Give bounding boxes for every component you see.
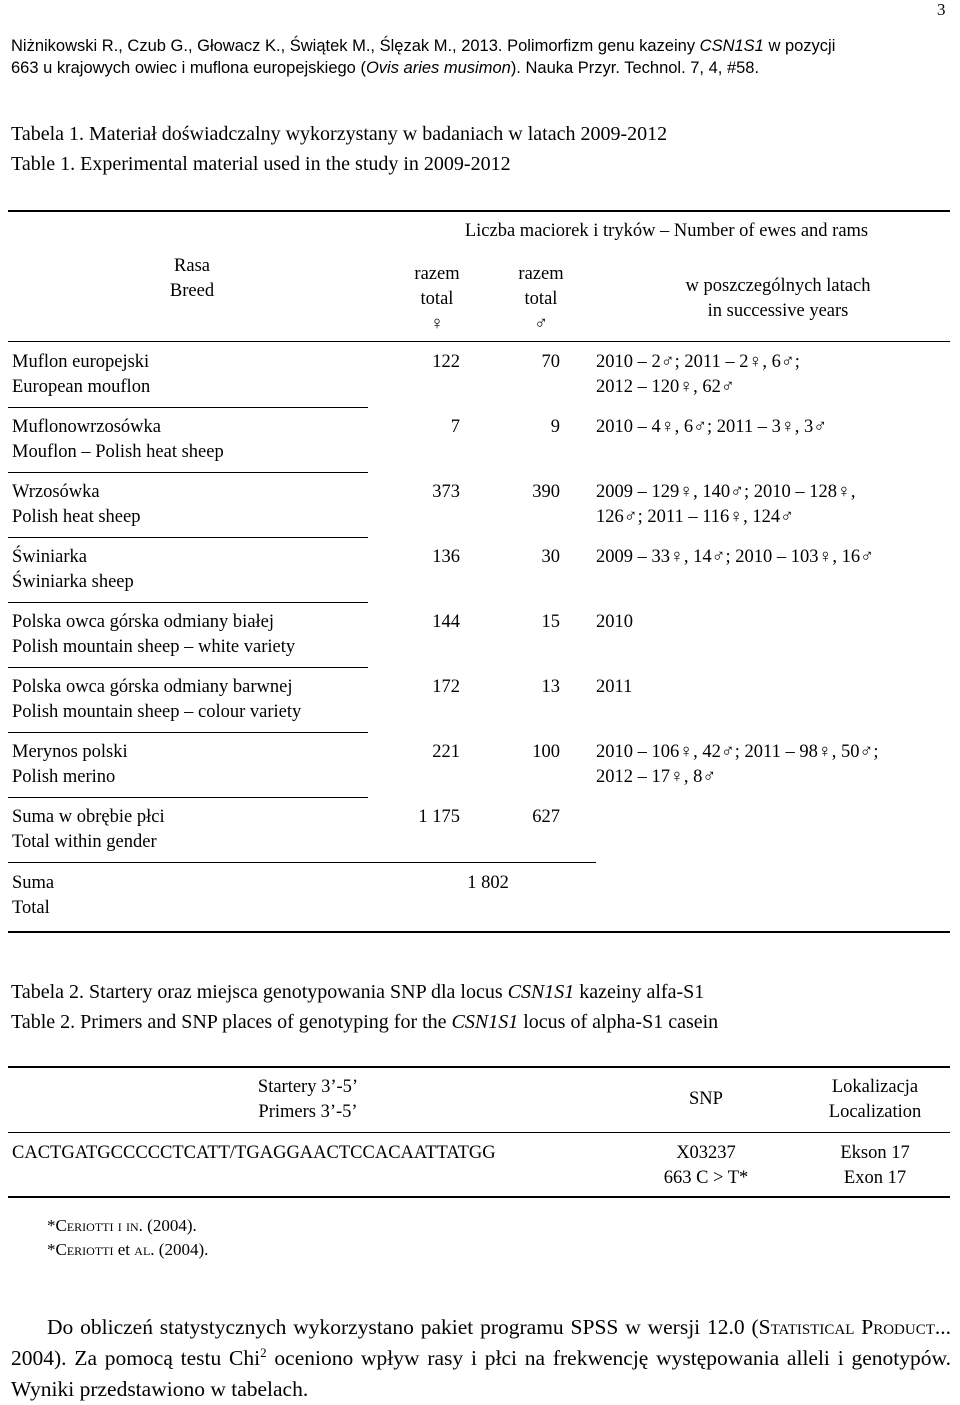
table-row-breed — [12, 675, 301, 725]
sum-en: Total — [12, 898, 50, 918]
table2-header-rule — [8, 1132, 950, 1133]
breed-en: Polish merino — [12, 767, 116, 787]
header-female-total — [393, 262, 481, 337]
male-count: 13 — [541, 677, 560, 697]
row-divider — [8, 862, 596, 863]
years-detail — [596, 740, 878, 790]
table2-caption-pl — [11, 977, 718, 1007]
breed-pl: Merynos polski — [12, 742, 128, 762]
female-count: 136 — [432, 547, 460, 567]
breed-en: Polish mountain sheep – colour variety — [12, 702, 302, 722]
female-symbol-icon: ♀ — [430, 314, 444, 334]
breed-pl: Wrzosówka — [12, 482, 100, 502]
paragraph-part: Do obliczeń statystycznych wykorzystano pakiet programu SPSS w wersji 12.0 ( — [47, 1315, 759, 1339]
row-divider — [8, 472, 368, 473]
header-primers-pl: Startery 3’-5’ — [257, 1077, 359, 1097]
citation-header — [11, 35, 941, 79]
breed-en: Polish heat sheep — [12, 507, 141, 527]
citation-gene: CSN1S1 — [699, 37, 764, 55]
body-paragraph — [11, 1312, 951, 1405]
breed-pl: Polska owca górska odmiany barwnej — [12, 677, 293, 697]
caption-text: Tabela 2. Startery oraz miejsca genotypowania SNP dla locus — [11, 981, 508, 1003]
female-count: 172 — [432, 677, 460, 697]
caption-gene: CSN1S1 — [507, 981, 575, 1003]
table-row-breed — [12, 610, 295, 660]
table-row-breed — [12, 805, 165, 855]
header-total: total — [420, 289, 454, 309]
breed-en: Mouflon – Polish heat sheep — [12, 442, 224, 462]
caption-text: kazeiny alfa-S1 — [574, 981, 705, 1003]
breed-pl: Świniarka — [12, 547, 88, 567]
table2-caption-en — [11, 1007, 718, 1037]
male-count: 70 — [541, 352, 560, 372]
citation-text: ). Nauka Przyr. Technol. 7, 4, #58. — [510, 59, 760, 77]
header-breed-en: Breed — [169, 281, 215, 301]
breed-pl: Suma w obrębie płci — [12, 807, 165, 827]
loc-pl: Ekson 17 — [840, 1143, 910, 1163]
table-row-breed — [12, 415, 224, 465]
breed-en: Polish mountain sheep – white variety — [12, 637, 296, 657]
citation-line-2 — [11, 57, 941, 79]
male-count: 30 — [541, 547, 560, 567]
snp-position: 663 C > T* — [663, 1168, 749, 1188]
years-detail — [596, 415, 827, 440]
caption-text: locus of alpha-S1 casein — [518, 1011, 719, 1033]
table1 — [8, 210, 950, 933]
female-count: 144 — [432, 612, 460, 632]
reference-2 — [47, 1238, 208, 1262]
ref-etal: al — [134, 1240, 151, 1259]
ref-author: eriotti — [66, 1240, 114, 1259]
years-line: 2009 – 33♀, 14♂; 2010 – 103♀, 16♂ — [596, 547, 875, 567]
years-detail — [596, 480, 856, 530]
table2-caption — [11, 977, 718, 1037]
sum-pl: Suma — [12, 873, 55, 893]
row-divider — [8, 732, 368, 733]
years-detail — [596, 610, 633, 635]
page-number: 3 — [937, 0, 946, 19]
row-divider — [8, 537, 368, 538]
ref-author: eriotti i — [66, 1216, 126, 1235]
header-localization — [808, 1075, 942, 1125]
row-divider — [8, 667, 368, 668]
header-breed — [102, 254, 282, 304]
row-divider — [8, 602, 368, 603]
paragraph-citation: Statistical Product — [758, 1315, 935, 1339]
citation-text: Niżnikowski R., Czub G., Głowacz K., Świątek M., Ślęzak M., 2013. Polimorfizm genu kazeiny — [11, 37, 700, 55]
header-number-group: Liczba maciorek i tryków – Number of ewes and rams — [464, 221, 869, 241]
header-primers-en: Primers 3’-5’ — [258, 1102, 358, 1122]
table-row-breed — [12, 480, 140, 530]
header-years — [628, 274, 928, 324]
female-count: 122 — [432, 352, 460, 372]
breed-en: Świniarka sheep — [12, 572, 134, 592]
header-total: total — [524, 289, 558, 309]
snp-cell — [648, 1141, 764, 1191]
row-divider — [8, 797, 368, 798]
table-row-breed — [12, 350, 150, 400]
ref-etal: in — [126, 1216, 139, 1235]
years-detail — [596, 675, 632, 700]
header-years-en: in successive years — [707, 301, 849, 321]
years-line: 126♂; 2011 – 116♀, 124♂ — [596, 507, 795, 527]
breed-pl: Muflon europejski — [12, 352, 150, 372]
table1-caption-pl: Tabela 1. Materiał doświadczalny wykorzystany w badaniach w latach 2009-2012 — [11, 123, 668, 145]
years-line: 2012 – 120♀, 62♂ — [596, 377, 735, 397]
superscript: 2 — [260, 1344, 267, 1360]
table1-header-rule — [8, 341, 950, 342]
table-row-breed — [12, 740, 128, 790]
male-symbol-icon: ♂ — [534, 314, 548, 334]
male-count: 390 — [532, 482, 560, 502]
female-count: 373 — [432, 482, 460, 502]
paragraph-part: ... 2004). Za pomocą testu Chi — [11, 1315, 951, 1370]
years-line: 2010 – 4♀, 6♂; 2011 – 3♀, 3♂ — [596, 417, 828, 437]
header-razem: razem — [414, 264, 460, 284]
female-count: 7 — [450, 417, 460, 437]
header-years-pl: w poszczególnych latach — [685, 276, 871, 296]
breed-en: Total within gender — [12, 832, 157, 852]
paragraph-text — [11, 1312, 951, 1405]
loc-en: Exon 17 — [843, 1168, 907, 1188]
male-count: 627 — [532, 807, 560, 827]
header-loc-pl: Lokalizacja — [831, 1077, 919, 1097]
years-detail — [596, 350, 800, 400]
table-row-sum — [12, 871, 54, 921]
header-razem: razem — [518, 264, 564, 284]
breed-pl: Muflonowrzosówka — [12, 417, 162, 437]
years-line: 2009 – 129♀, 140♂; 2010 – 128♀, — [596, 482, 856, 502]
breed-pl: Polska owca górska odmiany białej — [12, 612, 275, 632]
female-count: 221 — [432, 742, 460, 762]
paragraph-part: oceniono wpływ rasy i płci na frekwencję występowania alleli i genotypów. Wyniki przedstawiono w tabelach. — [11, 1346, 951, 1401]
years-detail — [596, 545, 874, 570]
table1-caption-en: Table 1. Experimental material used in the study in 2009-2012 — [11, 153, 511, 175]
snp-accession: X03237 — [676, 1143, 736, 1163]
ref-text: *C — [47, 1240, 67, 1259]
ref-text: et — [113, 1240, 135, 1259]
citation-line-1 — [11, 35, 941, 57]
citation-text: 663 u krajowych owiec i muflona europejskiego ( — [11, 59, 366, 77]
header-breed-pl: Rasa — [174, 256, 210, 276]
caption-gene: CSN1S1 — [451, 1011, 519, 1033]
header-primers — [228, 1075, 388, 1125]
citation-species: Ovis aries musimon — [365, 59, 511, 77]
table-row-breed — [12, 545, 134, 595]
ref-year: . (2004). — [138, 1216, 197, 1235]
breed-en: European mouflon — [12, 377, 151, 397]
male-count: 100 — [532, 742, 560, 762]
grand-total: 1 802 — [467, 873, 509, 893]
years-line: 2011 — [596, 677, 633, 697]
header-snp: SNP — [689, 1089, 723, 1109]
table2 — [8, 1066, 950, 1198]
years-line: 2010 – 2♂; 2011 – 2♀, 6♂; — [596, 352, 800, 372]
row-divider — [8, 407, 368, 408]
caption-text: Table 2. Primers and SNP places of genotyping for the — [11, 1011, 452, 1033]
male-count: 15 — [541, 612, 560, 632]
years-line: 2012 – 17♀, 8♂ — [596, 767, 717, 787]
male-count: 9 — [550, 417, 560, 437]
reference-1 — [47, 1214, 197, 1238]
ref-text: *C — [47, 1216, 67, 1235]
years-line: 2010 — [596, 612, 633, 632]
localization-cell — [808, 1141, 942, 1191]
primer-sequence: CACTGATGCCCCCTCATT/TGAGGAACTCCACAATTATGG — [12, 1143, 496, 1163]
header-male-total — [497, 262, 585, 337]
citation-text: w pozycji — [763, 37, 836, 55]
years-line: 2010 – 106♀, 42♂; 2011 – 98♀, 50♂; — [596, 742, 879, 762]
female-count: 1 175 — [418, 807, 460, 827]
header-loc-en: Localization — [828, 1102, 922, 1122]
table1-caption — [11, 119, 667, 179]
ref-year: . (2004). — [150, 1240, 209, 1259]
